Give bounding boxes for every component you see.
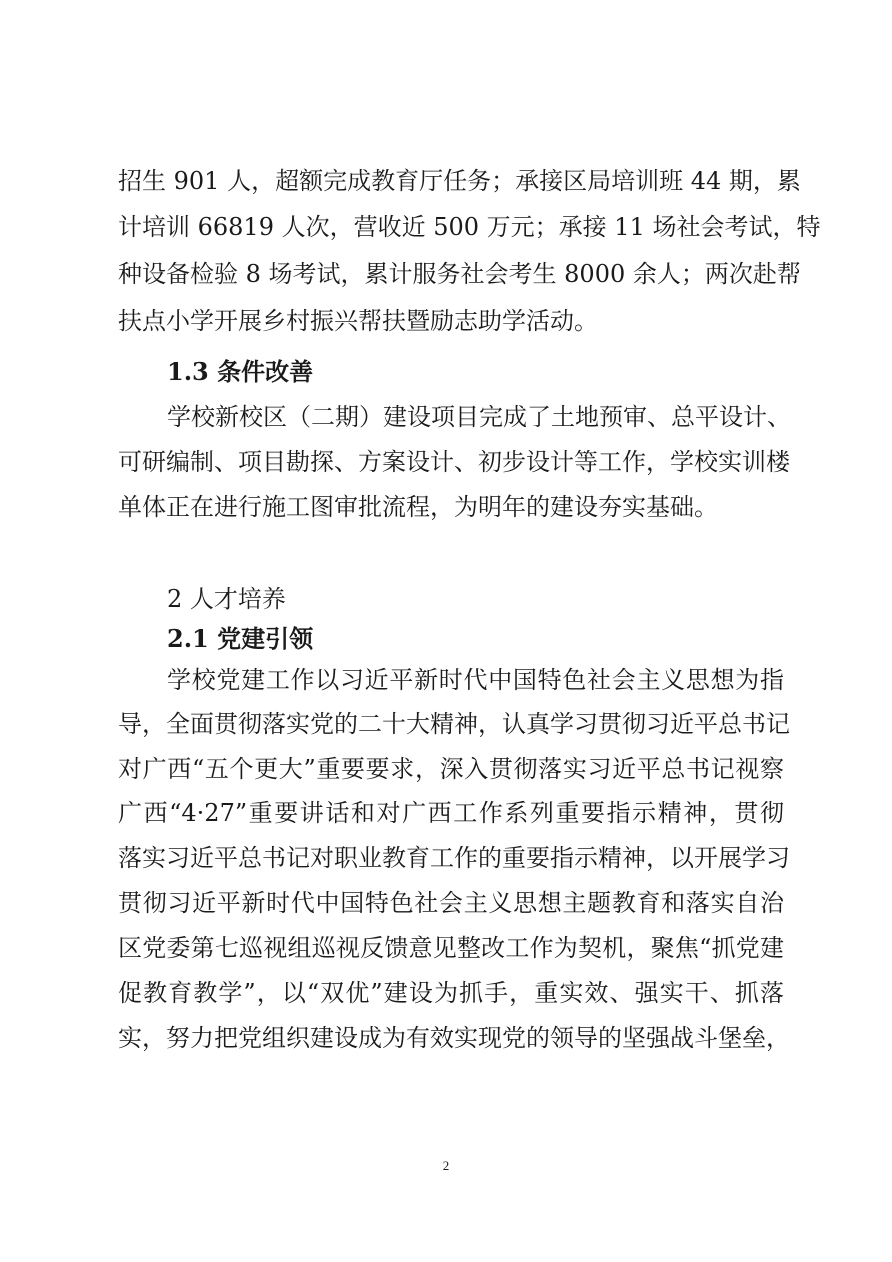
paragraph-line: 贯彻习近平新时代中国特色社会主义思想主题教育和落实自治 [118,889,784,917]
paragraph-line: 区党委第七巡视组巡视反馈意见整改工作为契机，聚焦“抓党建 [118,934,784,962]
paragraph-line: 招生 901 人，超额完成教育厅任务；承接区局培训班 44 期，累 [118,167,801,195]
paragraph-line: 学校新校区（二期）建设项目完成了土地预审、总平设计、 [167,403,791,431]
section-heading-2-1: 2.1 党建引领 [167,624,314,653]
paragraph-line: 学校党建工作以习近平新时代中国特色社会主义思想为指 [167,666,784,694]
paragraph-line: 导，全面贯彻落实党的二十大精神，认真学习贯彻习近平总书记 [118,710,790,738]
paragraph-line: 实，努力把党组织建设成为有效实现党的领导的坚强战斗堡垒， [118,1024,790,1052]
paragraph-line: 可研编制、项目勘探、方案设计、初步设计等工作，学校实训楼 [118,448,790,476]
section-heading-2: 2 人才培养 [167,585,286,613]
paragraph-line: 种设备检验 8 场考试，累计服务社会考生 8000 余人；两次赴帮 [118,260,801,288]
paragraph-line: 计培训 66819 人次，营收近 500 万元；承接 11 场社会考试，特 [118,213,821,241]
paragraph-line: 单体正在进行施工图审批流程，为明年的建设夯实基础。 [118,493,718,521]
paragraph-line: 落实习近平总书记对职业教育工作的重要指示精神，以开展学习 [118,844,790,872]
paragraph-line: 广西“4·27”重要讲话和对广西工作系列重要指示精神，贯彻 [118,799,784,827]
page-number: 2 [442,1158,450,1173]
paragraph-line: 促教育教学”，以“双优”建设为抓手，重实效、强实干、抓落 [118,979,784,1007]
section-heading-1-3: 1.3 条件改善 [167,357,314,386]
paragraph-line: 扶点小学开展乡村振兴帮扶暨励志助学活动。 [118,307,598,335]
paragraph-line: 对广西“五个更大”重要要求，深入贯彻落实习近平总书记视察 [118,755,784,783]
